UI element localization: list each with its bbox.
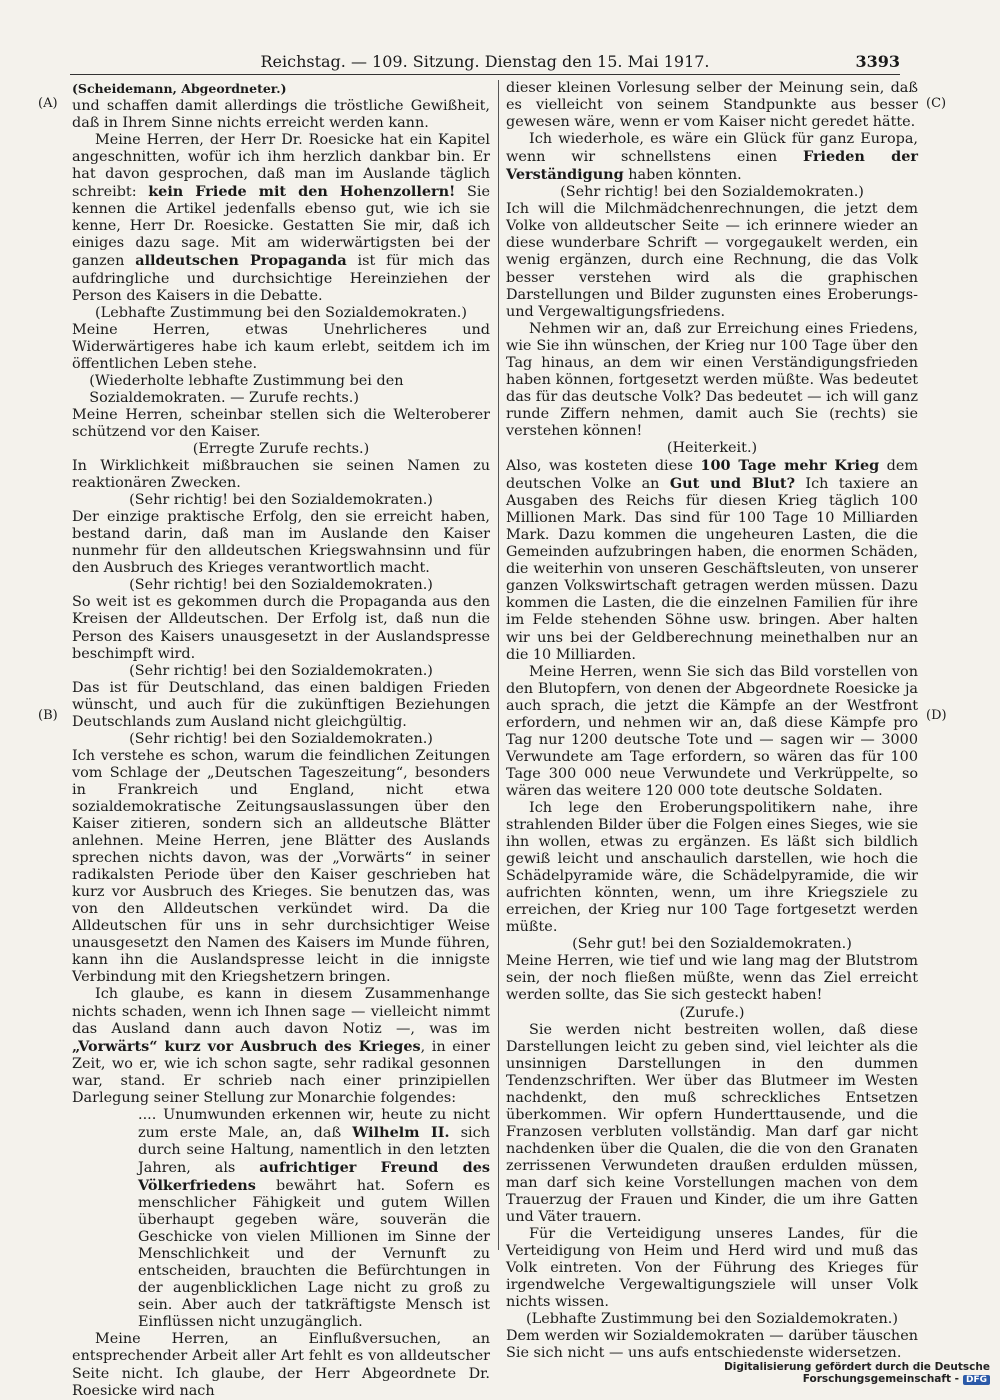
paragraph: Meine Herren, scheinbar stellen sich die Welteroberer schützend vor den Kaiser. [72, 406, 490, 440]
paragraph: Meine Herren, wenn Sie sich das Bild vorstellen von den Blutopfern, von denen der Abgeordnete Roesicke ja auch sprach, die jetzt die Kämpfe an der Westfront erfordern, und nehmen wir an, daß diese Kämpfe pro Tag nur 1200 deutsche Tote und — sagen wir — 3000 Verwundete am Tage erfordern, so wären das für 100 Tage 300 000 neue Verwundete und Verkrüppelte, so wären das weitere 120 000 tote deutsche Soldaten. [506, 663, 918, 799]
paragraph: Nehmen wir an, daß zur Erreichung eines Friedens, wie Sie ihn wünschen, der Krieg nur 100 Tage über den Tag hinaus, an dem wir einen Verständigungsfrieden haben können, fortgesetzt werden müßte. Was bedeutet das für das deutsche Volk? Das bedeutet — ich will ganz runde Ziffern nehmen, damit auch Sie (rechts) sie verstehen können! [506, 320, 918, 439]
right-paragraphs [506, 80, 918, 1363]
interjection: (Heiterkeit.) [666, 439, 758, 456]
paragraph: Meine Herren, wie tief und wie lang mag der Blutstrom sein, der noch fließen müßte, wenn das Ziel erreicht werden sollte, das Sie sich gesteckt haben! [506, 953, 918, 1004]
paragraph: Der einzige praktische Erfolg, den sie erreicht haben, bestand darin, daß man im Auslande den Kaiser nunmehr für den alldeutschen Kriegswahnsinn und für den Ausbruch des Krieges verantwortlich macht. [72, 509, 490, 577]
paragraph: Dem werden wir Sozialdemokraten — darüber täuschen Sie sich nicht — uns aufs entschiedenste widersetzen. [506, 1328, 918, 1362]
paragraph: Meine Herren, etwas Unehrlicheres und Widerwärtigeres habe ich kaum erlebt, seitdem ich im öffentlichen Leben stehe. [72, 321, 490, 372]
paragraph: Das ist für Deutschland, das einen baldigen Frieden wünscht, und auch für die zukünftigen Beziehungen Deutschlands zum Ausland nicht gleichgültig. [72, 679, 490, 730]
interjection: (Wiederholte lebhafte Zustimmung bei den Sozialdemokraten. — Zurufe rechts.) [89, 372, 404, 406]
paragraph: .... Unumwunden erkennen wir, heute zu nicht zum erste Male, an, daß Wilhelm II. sich durch seine Haltung, namentlich in den letzten Jahren, als aufrichtiger Freund des Völkerfriedens bewährt hat. Sofern es menschlicher Fähigkeit und gutem Willen überhaupt gegeben wäre, souverän die Geschicke von vielen Millionen im Sinne der Menschlichkeit und der Vernunft zu entscheiden, brauchten die Befürchtungen in der augenblicklichen Lage nicht zu groß zu sein. Aber auch der tatkräftigste Mensch ist Einflüssen nicht unzugänglich. [138, 1106, 490, 1331]
interjection: (Sehr richtig! bei den Sozialdemokraten.) [129, 730, 433, 747]
paragraph: Also, was kosteten diese 100 Tage mehr Krieg dem deutschen Volke an Gut und Blut? Ich taxiere an Ausgaben des Reichs für diesen Krieg täglich 100 Millionen Mark. Das sind für 100 Tage 10 Milliarden Mark. Dazu kommen die ungeheuren Lasten, die die Gemeinden aufzubringen haben, die enormen Schäden, die weiterhin von unseren Geschäftsleuten, von unserer ganzen Volkswirtschaft getragen werden müssen. Dazu kommen die Lasten, die die einzelnen Familien für ihre im Felde stehenden Söhne usw. bringen. Aber halten wir uns bei der Geldberechnung meinethalben nur an die 10 Milliarden. [506, 457, 918, 663]
paragraph: Ich glaube, es kann in diesem Zusammenhange nichts schaden, wenn ich Ihnen sage — vielleicht nimmt das Ausland dann auch davon Notiz —, was im „Vorwärts“ kurz vor Ausbruch des Krieges, in einer Zeit, wo er, wie ich schon sagte, sehr radikal gesonnen war, stand. Er schrieb nach einer prinzipiellen Darlegung seiner Stellung zur Monarchie folgendes: [72, 986, 490, 1106]
interjection: (Sehr richtig! bei den Sozialdemokraten.) [129, 662, 433, 679]
header-rule [70, 74, 900, 75]
paragraph: und schaffen damit allerdings die tröstliche Gewißheit, daß in Ihrem Sinne nichts erreicht werden kann. [72, 98, 490, 132]
left-paragraphs [72, 98, 490, 1400]
running-title: Reichstag. — 109. Sitzung. Dienstag den 15. Mai 1917. [260, 52, 710, 71]
paragraph: Meine Herren, an Einflußversuchen, an entsprechender Arbeit aller Art fehlt es von alldeutscher Seite nicht. Ich glaube, der Herr Abgeordnete Dr. Roesicke wird nach [72, 1331, 490, 1399]
paragraph: So weit ist es gekommen durch die Propaganda aus den Kreisen der Alldeutschen. Der Erfolg ist, daß nun die Person des Kaisers unausgesetzt in der Auslandspresse beschimpft wird. [72, 594, 490, 662]
paragraph: Ich will die Milchmädchenrechnungen, die jetzt dem Volke von alldeutscher Seite — ich erinnere wieder an diese wunderbare Schrift — vorgegaukelt werden, ein wenig ergänzen, durch eine Rechnung, die das Volk besser verstehen wird als die graphischen Darstellungen und Bilder zugunsten eines Eroberungs- und Vergewaltigungsfriedens. [506, 201, 918, 320]
interjection: (Zurufe.) [679, 1004, 745, 1021]
paragraph: Meine Herren, der Herr Dr. Roesicke hat ein Kapitel angeschnitten, wofür ich ihm herzlich dankbar bin. Er hat davon gesprochen, daß man im Auslande täglich schreibt: kein Friede mit den Hohenzollern! Sie kennen die Artikel jedenfalls ebenso gut, wie ich sie kenne, Herr Dr. Roesicke. Gestatten Sie mir, daß ich einiges dazu sage. Mit am widerwärtigsten bei der ganzen alldeutschen Propaganda ist für mich das aufdringliche und durchsichtige Hereinziehen der Person des Kaisers in die Debatte. [72, 132, 490, 304]
paragraph: dieser kleinen Vorlesung selber der Meinung sein, daß es vielleicht von seinem Standpunkte aus besser gewesen wäre, wenn er vom Kaiser nicht geredet hätte. [506, 80, 918, 131]
dfg-logo: DFG [963, 1375, 990, 1385]
interjection: (Lebhafte Zustimmung bei den Sozialdemokraten.) [526, 1311, 898, 1328]
speaker-label: (Scheidemann, Abgeordneter.) [72, 81, 287, 96]
paragraph: Ich wiederhole, es wäre ein Glück für ganz Europa, wenn wir schnellstens einen Frieden der Verständigung haben könnten. [506, 131, 918, 184]
paragraph: Ich verstehe es schon, warum die feindlichen Zeitungen vom Schlage der „Deutschen Tageszeitung“, besonders in Frankreich und England, nicht etwa sozialdemokratische Zeitungsauslassungen über den Kaiser zitieren, sondern sich an alldeutsche Blätter anlehnen. Meine Herren, jene Blätter des Auslands sprechen nichts davon, was der „Vorwärts“ in seiner radikalsten Periode über den Kaiser geschrieben hat kurz vor Ausbruch des Krieges. Sie benutzen das, was von den Alldeutschen verkündet wird. Da die Alldeutschen für uns in sehr durchsichtiger Weise unausgesetzt den Namen des Kaisers im Munde führen, kann ihn die Auslandspresse leicht in die innigste Verbindung mit den Kriegshetzern bringen. [72, 747, 490, 986]
page-number: 3393 [855, 52, 900, 71]
column-divider [498, 80, 499, 1250]
interjection: (Lebhafte Zustimmung bei den Sozialdemokraten.) [95, 304, 467, 321]
paragraph: Für die Verteidigung unseres Landes, für die Verteidigung von Heim und Herd wird und muß das Volk eintreten. Von der Führung des Krieges für irgendwelche Vergewaltigungsziele will unser Volk nichts wissen. [506, 1226, 918, 1311]
left-column [72, 80, 490, 1400]
interjection: (Erregte Zurufe rechts.) [192, 440, 370, 457]
margin-marker-d: (D) [926, 708, 947, 723]
running-header [70, 52, 900, 76]
interjection: (Sehr richtig! bei den Sozialdemokraten.) [560, 184, 864, 201]
paragraph: In Wirklichkeit mißbrauchen sie seinen Namen zu reaktionären Zwecken. [72, 458, 490, 492]
digitization-credit [590, 1361, 990, 1385]
paragraph: Sie werden nicht bestreiten wollen, daß diese Darstellungen leicht zu geben sind, viel leichter als die unsinnigen Darstellungen in den dummen Tendenzschriften. Wer über das Blutmeer im Westen nachdenkt, den muß schreckliches Entsetzen überkommen. Wir opfern Hunderttausende, und die Franzosen verbluten vollständig. Man darf gar nicht nachdenken über die Qualen, die die von den Granaten zerrissenen Verwundeten draußen erdulden müssen, man darf sich keine Vorstellungen machen von dem Trauerzug der Frauen und Kinder, die um ihre Gatten und Väter trauern. [506, 1021, 918, 1226]
interjection: (Sehr richtig! bei den Sozialdemokraten.) [129, 492, 433, 509]
margin-marker-c: (C) [926, 96, 947, 111]
credit-text: Digitalisierung gefördert durch die Deutsche Forschungsgemeinschaft - [724, 1361, 990, 1385]
margin-marker-a: (A) [38, 96, 58, 111]
paragraph: Ich lege den Eroberungspolitikern nahe, ihre strahlenden Bilder über die Folgen eines Sieges, wie sie ihn wollen, etwas zu ergänzen. Es läßt sich bildlich gewiß leicht und anschaulich darstellen, wie hoch die Schädelpyramide wäre, die Schädelpyramide, die wir aufrichten könnten, wenn, um ihre Kriegsziele zu erreichen, der Krieg nur 100 Tage fortgesetzt werden müßte. [506, 799, 918, 936]
right-column [506, 80, 918, 1363]
interjection: (Sehr richtig! bei den Sozialdemokraten.) [129, 577, 433, 594]
margin-marker-b: (B) [38, 708, 58, 723]
interjection: (Sehr gut! bei den Sozialdemokraten.) [572, 936, 852, 953]
